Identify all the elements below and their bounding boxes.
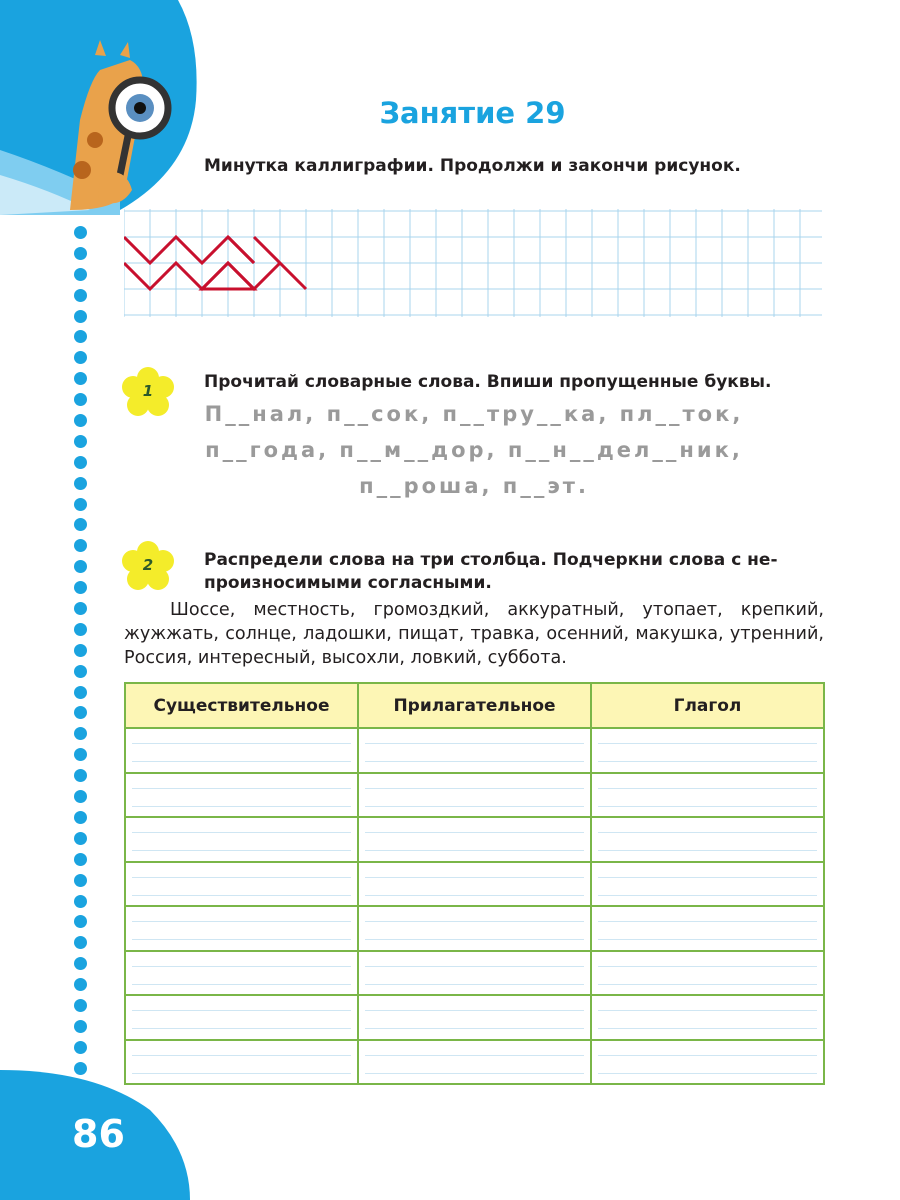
task1-instruction: Прочитай словарные слова. Впиши пропущенные буквы. [204,372,772,392]
answer-cell[interactable] [358,1040,591,1085]
page-number: 86 [72,1112,125,1156]
table-row [125,995,824,1040]
dict-words-line-1: П__нал, п__сок, п__тру__ка, пл__ток, [204,402,744,426]
answer-cell[interactable] [591,1040,824,1085]
task2-instruction-line1: Распредели слова на три столбца. Подчеркни слова с не- [204,550,778,570]
answer-cell[interactable] [125,773,358,818]
table-row [125,862,824,907]
answer-table [124,682,825,1085]
answer-cell[interactable] [125,817,358,862]
answer-cell[interactable] [358,728,591,773]
lesson-title: Занятие 29 [379,96,566,130]
answer-cell[interactable] [358,906,591,951]
task2-instruction-line2: произносимыми согласными. [204,573,492,593]
answer-cell[interactable] [358,862,591,907]
answer-cell[interactable] [591,728,824,773]
answer-cell[interactable] [125,906,358,951]
answer-cell[interactable] [591,817,824,862]
answer-cell[interactable] [591,995,824,1040]
task-number-badge: 2 [120,540,176,594]
table-row [125,817,824,862]
spiral-dots [74,226,90,1103]
column-header-nouns: Существительное [125,683,358,728]
answer-cell[interactable] [358,817,591,862]
calligraphy-grid[interactable] [124,209,822,317]
answer-cell[interactable] [591,862,824,907]
answer-cell[interactable] [125,951,358,996]
answer-cell[interactable] [591,906,824,951]
task-number-badge: 1 [120,366,176,420]
answer-cell[interactable] [591,951,824,996]
table-row [125,1040,824,1085]
answer-cell[interactable] [591,773,824,818]
calligraphy-instruction: Минутка каллиграфии. Продолжи и закончи рисунок. [204,156,741,176]
answer-cell[interactable] [358,773,591,818]
table-row [125,728,824,773]
answer-cell[interactable] [125,728,358,773]
column-header-adjectives: Прилагательное [358,683,591,728]
answer-cell[interactable] [358,995,591,1040]
answer-cell[interactable] [358,951,591,996]
table-row [125,906,824,951]
dict-words-line-2: п__года, п__м__дор, п__н__дел__ник, [205,438,743,462]
column-header-verbs: Глагол [591,683,824,728]
words-paragraph: Шоссе, местность, громоздкий, аккуратный, утопает, крепкий, жужжать, солнце, ладошки, пищат, травка, осенний, макушка, утренний, Россия, интересный, высохли, ловкий, суббота. [124,600,824,668]
table-row [125,951,824,996]
answer-cell[interactable] [125,862,358,907]
table-row [125,773,824,818]
answer-cell[interactable] [125,995,358,1040]
dict-words-line-3: п__роша, п__эт. [359,474,589,498]
